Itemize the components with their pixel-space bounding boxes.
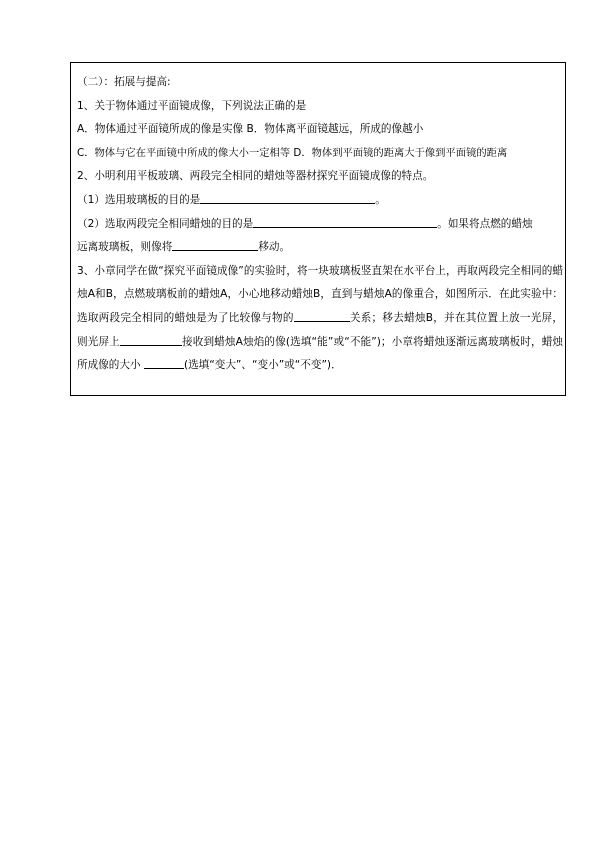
q2-part1-prefix: （1）选用玻璃板的目的是 [77,193,201,206]
q2-part2-line2 [77,236,563,260]
q3-relation-blank[interactable] [294,309,350,322]
q3-text-b: 关系；移去蜡烛B，并在其位置上放一光屏，则光屏上 [77,311,563,348]
q2-part2-answer-blank[interactable] [253,215,437,228]
q3-screen-blank[interactable] [120,333,182,346]
q2-part1-answer-blank[interactable] [200,191,375,204]
exercise-box [70,62,566,396]
q3-text-a: 3、小章同学在做“探究平面镜成像”的实验时，将一块玻璃板竖直架在水平台上，再取两段完全相同的蜡烛A和B，点燃玻璃板前的蜡烛A，小心地移动蜡烛B，直到与蜡烛A的像重合，如图所示．在此实验中：选取两段完全相同的蜡烛是为了比较像与物的 [77,264,563,324]
q2-part1 [77,189,563,213]
q2-part2 [77,213,563,237]
q1-options-cd-text: C．物体与它在平面镜中所成的像大小一定相等 D．物体到平面镜的距离大于像到平面镜的距离 [77,146,508,159]
q1-options-ab: A．物体通过平面镜所成的像是实像 B．物体离平面镜越远，所成的像越小 [77,123,424,136]
q3-size-blank[interactable] [144,356,184,369]
q3-text-d: (选填“变大”、“变小”或“不变”)． [183,359,342,372]
q1-options-cd [77,142,563,166]
q2-stem: 2、小明利用平板玻璃、两段完全相同的蜡烛等器材探究平面镜成像的特点。 [77,170,434,183]
section-title: （二）：拓展与提高: [77,76,171,88]
q2-part2-prefix: （2）选取两段完全相同蜡烛的目的是 [77,217,254,230]
q2-part2-move-blank[interactable] [172,238,258,251]
q2-part2-middle: 。如果将点燃的蜡烛 [437,217,533,230]
q2-part2-line2-suffix: 移动。 [258,241,291,254]
q3-text-c: 接收到蜡烛A烛焰的像(选填“能”或“不能”)；小章将蜡烛逐渐远离玻璃板时，蜡烛所成像的大小 [77,335,564,372]
q1-stem: 1、关于物体通过平面镜成像，下列说法正确的是 [77,99,307,112]
q2-part2-line2-prefix: 远离玻璃板，则像将 [77,241,173,254]
q3-paragraph [77,260,563,378]
q2-part1-suffix: 。 [375,193,386,206]
